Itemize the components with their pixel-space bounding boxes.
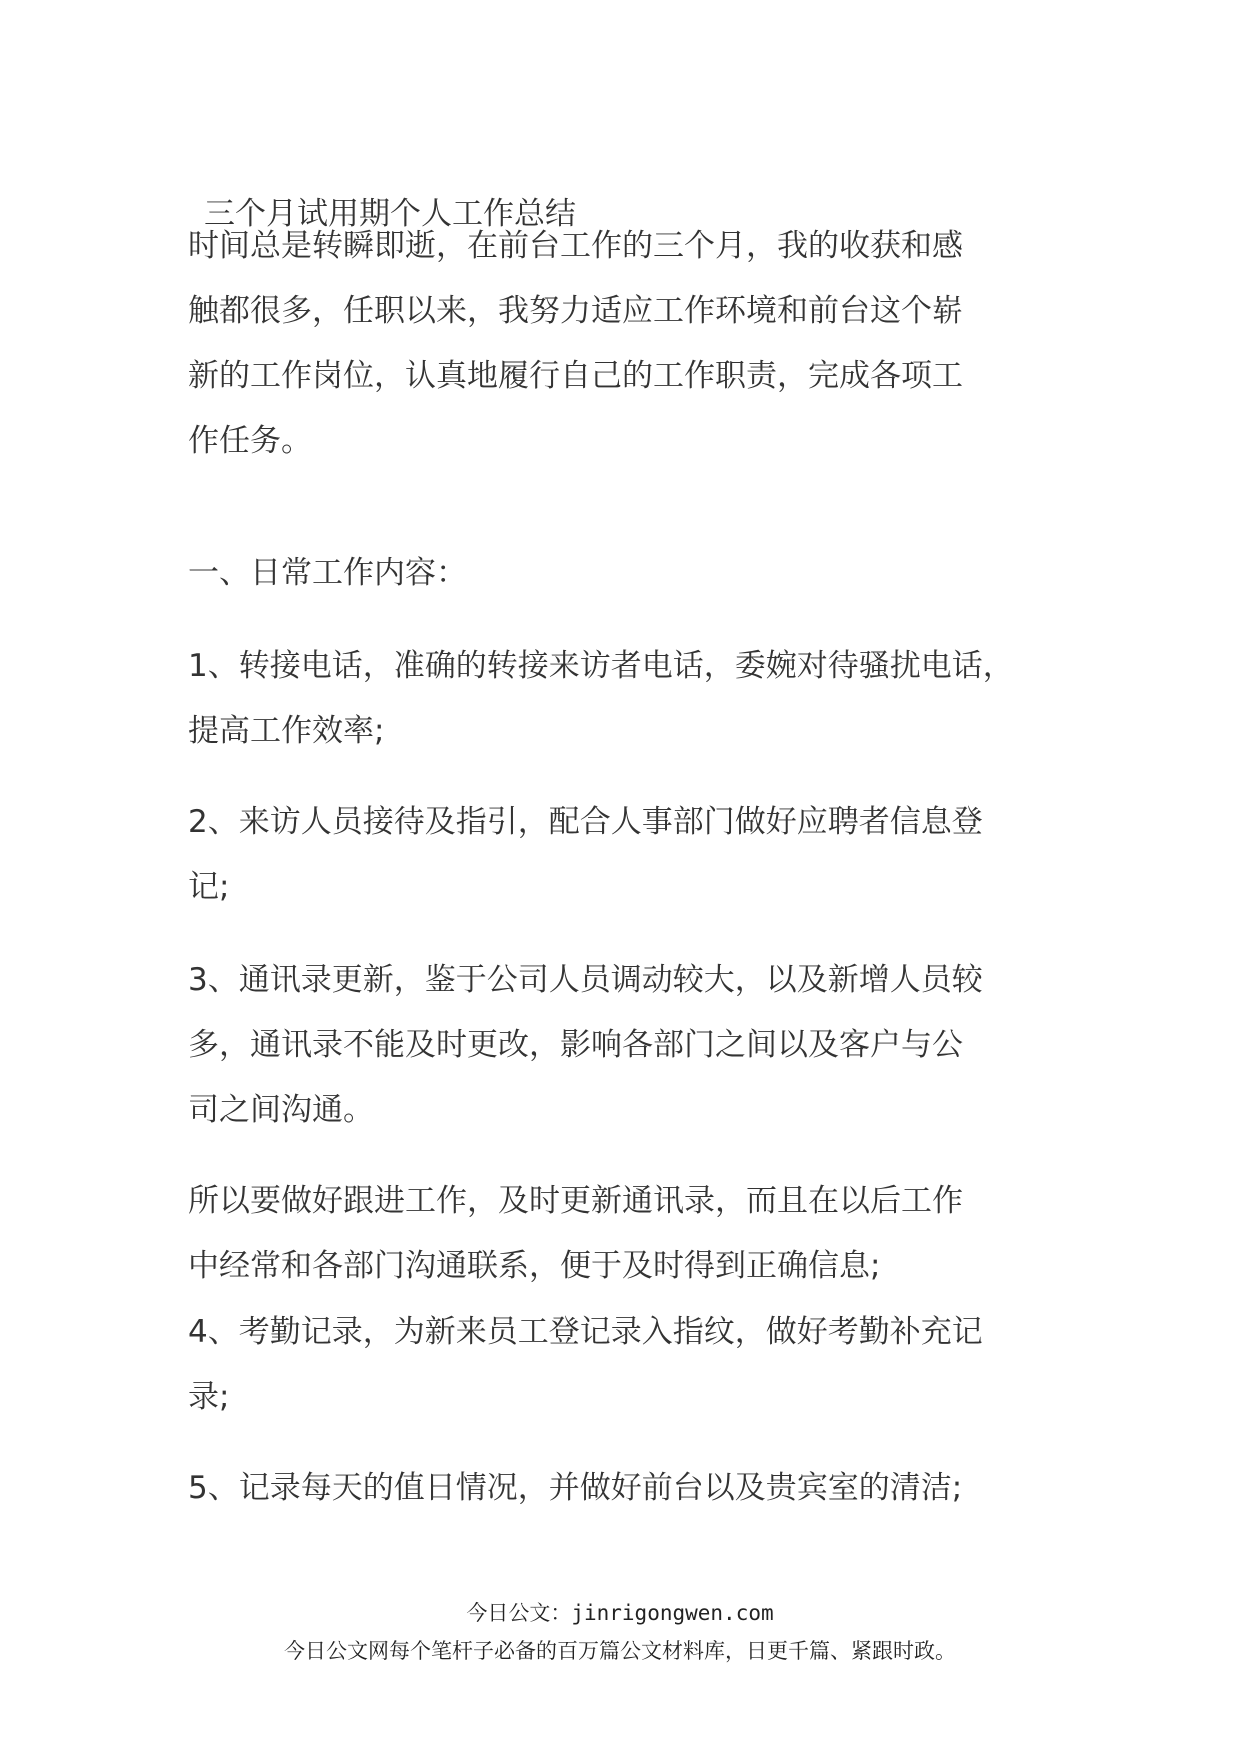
followup-line: 所以要做好跟进工作，及时更新通讯录，而且在以后工作 [188, 1183, 963, 1219]
footer-site [0, 1598, 1240, 1628]
item-5-paragraph [188, 1456, 1088, 1521]
footer-slogan: 今日公文网每个笔杆子必备的百万篇公文材料库，日更千篇、紧跟时政。 [284, 1639, 956, 1663]
item-3-line: 多，通讯录不能及时更改，影响各部门之间以及客户与公 [188, 1027, 963, 1063]
item-4-line: 4、考勤记录，为新来员工登记录入指纹，做好考勤补充记 [188, 1314, 983, 1350]
followup-line: 中经常和各部门沟通联系，便于及时得到正确信息; [188, 1248, 881, 1284]
item-1-line: 1、转接电话，准确的转接来访者电话，委婉对待骚扰电话， [188, 648, 1014, 684]
intro-line: 新的工作岗位，认真地履行自己的工作职责，完成各项工 [188, 358, 963, 394]
item-4-paragraph [188, 1300, 1088, 1430]
section-heading-text: 一、日常工作内容： [188, 555, 467, 591]
item-1-line: 提高工作效率; [188, 713, 385, 749]
item-4-line: 录; [188, 1379, 230, 1415]
item-2-line: 记; [188, 869, 230, 905]
item-3-line: 3、通讯录更新，鉴于公司人员调动较大，以及新增人员较 [188, 962, 983, 998]
document-title: 三个月试用期个人工作总结 [204, 196, 576, 232]
item-1-paragraph [188, 634, 1088, 764]
footer-site-label: 今日公文： [466, 1601, 572, 1625]
item-2-line: 2、来访人员接待及指引，配合人事部门做好应聘者信息登 [188, 804, 983, 840]
intro-line: 时间总是转瞬即逝，在前台工作的三个月，我的收获和感 [188, 228, 963, 264]
footer-site-url[interactable]: jinrigongwen.com [571, 1601, 774, 1625]
section-heading [188, 541, 1088, 606]
intro-paragraph [188, 214, 1088, 474]
item-3-line: 司之间沟通。 [188, 1092, 374, 1128]
item-5-line: 5、记录每天的值日情况，并做好前台以及贵宾室的清洁; [188, 1470, 963, 1506]
intro-line: 作任务。 [188, 423, 312, 459]
item-2-paragraph [188, 790, 1088, 920]
followup-paragraph [188, 1169, 1088, 1299]
intro-line: 触都很多，任职以来，我努力适应工作环境和前台这个崭 [188, 293, 963, 329]
item-3-paragraph [188, 948, 1088, 1143]
